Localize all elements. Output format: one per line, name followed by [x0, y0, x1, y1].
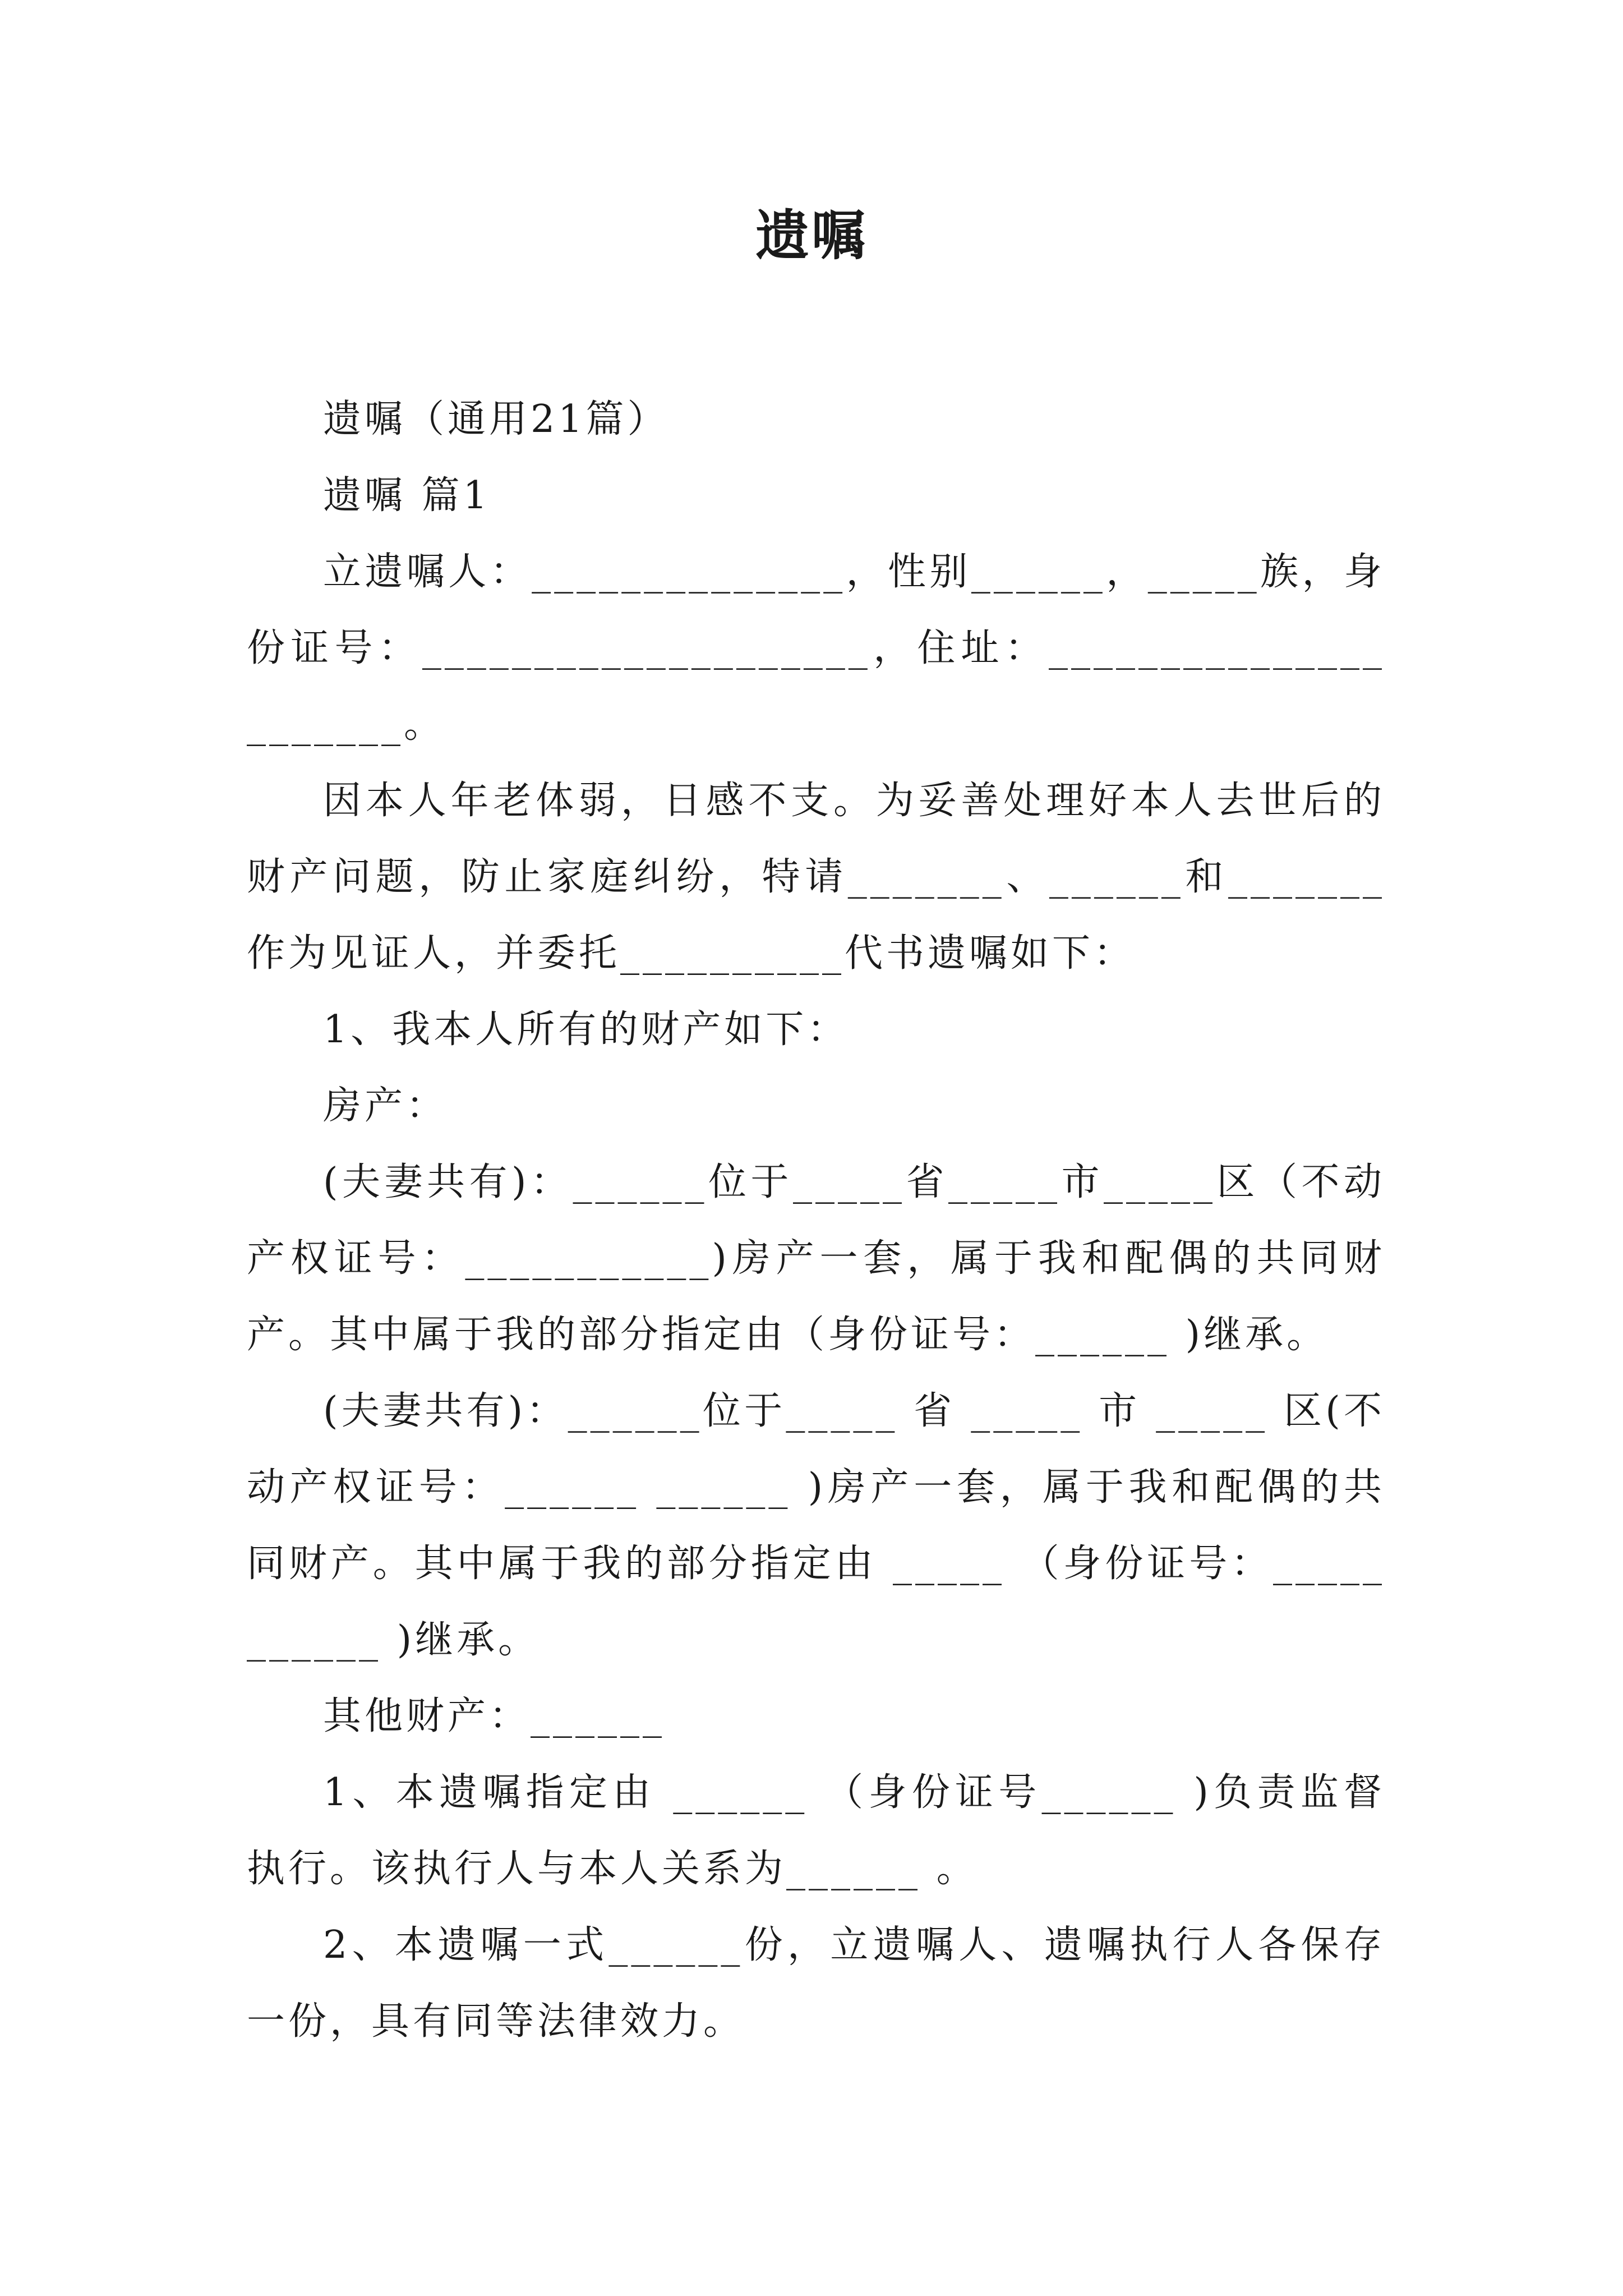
paragraph-copies: 2、本遗嘱一式______份，立遗嘱人、遗嘱执行人各保存一份，具有同等法律效力。 — [247, 1923, 1385, 2044]
paragraph-property-intro: 1、我本人所有的财产如下： — [323, 1007, 849, 1052]
paragraph-executor: 1、本遗嘱指定由 ______ （身份证号______ )负责监督执行。该执行人与本人关系为______ 。 — [247, 1770, 1385, 1891]
document-title: 遗嘱 — [755, 204, 868, 267]
paragraph-testator-info: 立遗嘱人：______________，性别______，_____族，身份证号：____________________，住址：______________________。 — [247, 550, 1385, 747]
paragraph-section-heading: 遗嘱 篇1 — [323, 473, 491, 518]
paragraph-real-estate-1: (夫妻共有)：______位于_____省_____市_____区（不动产权证号：___________)房产一套，属于我和配偶的共同财产。其中属于我的部分指定由（身份证号：______ )继承。 — [247, 1160, 1385, 1357]
document-body — [247, 381, 1385, 2060]
paragraph-other-property: 其他财产：______ — [323, 1694, 666, 1738]
paragraph-witness-statement: 因本人年老体弱，日感不支。为妥善处理好本人去世后的财产问题，防止家庭纠纷，特请_______、______和_______作为见证人，并委托__________代书遗嘱如下： — [247, 779, 1385, 976]
paragraph-real-estate-label: 房产： — [323, 1084, 448, 1128]
paragraph-subtitle: 遗嘱（通用21篇） — [323, 397, 669, 441]
paragraph-real-estate-2: (夫妻共有)：______位于_____ 省 _____ 市 _____ 区(不动产权证号：______ ______ )房产一套，属于我和配偶的共同财产。其中属于我的部分指定由 _____ （身份证号：___________ )继承。 — [247, 1389, 1385, 1662]
